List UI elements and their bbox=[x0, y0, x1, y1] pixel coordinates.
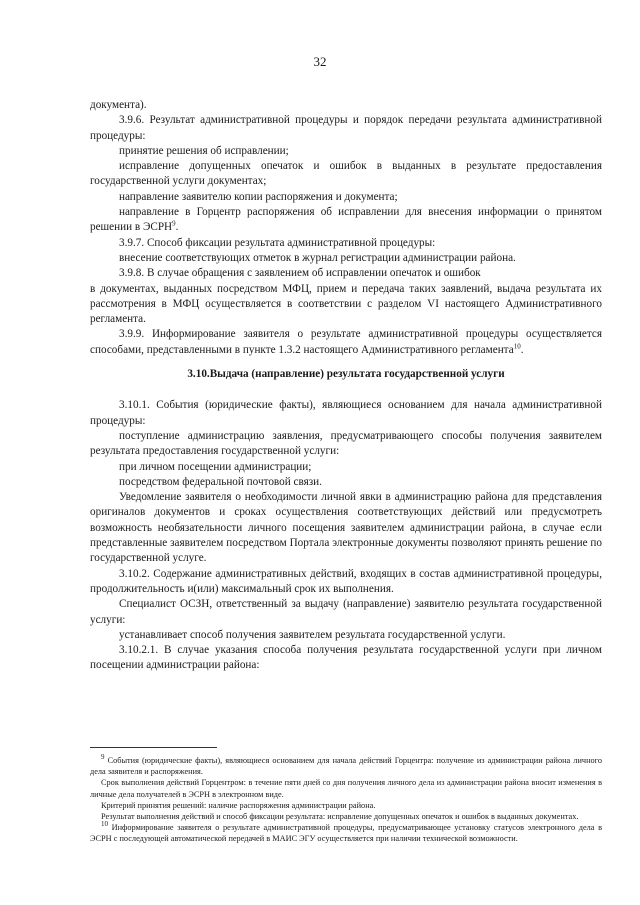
document-body bbox=[90, 98, 602, 674]
paragraph bbox=[90, 205, 602, 236]
paragraph: принятие решения об исправлении; bbox=[119, 144, 289, 157]
paragraph: в документах, выданных посредством МФЦ, прием и передача таких заявлений, выдача результата их рассмотрения в МФЦ осуществляется в соответствии с разделом VI настоящего Административного регламента. bbox=[90, 282, 602, 326]
paragraph bbox=[90, 327, 602, 358]
paragraph: устанавливает способ получения заявителем результата государственной услуги. bbox=[119, 628, 506, 641]
footnote bbox=[90, 822, 602, 844]
paragraph-text: 3.9.9. Информирование заявителя о результате административной процедуры осуществляется способами, представленными в пункте 1.3.2 настоящего Административного регламента bbox=[90, 328, 602, 356]
footnote: Критерий принятия решений: наличие распоряжения администрации района. bbox=[101, 800, 376, 810]
paragraph: документа). bbox=[90, 99, 147, 111]
section-heading: 3.10.Выдача (направление) результата государственной услуги bbox=[187, 368, 505, 381]
footnote-mark: 9 bbox=[101, 753, 105, 762]
paragraph: поступление администрацию заявления, предусматривающего способы получения заявителем результата предоставления государственной услуги: bbox=[90, 429, 602, 458]
footnote: Результат выполнения действий и способ фиксации результата: исправление допущенных опечаток и ошибок в выданных документах. bbox=[101, 812, 579, 822]
paragraph: 3.10.1. События (юридические факты), являющиеся основанием для начала административной процедуры: bbox=[90, 399, 602, 427]
paragraph: 3.9.7. Способ фиксации результата административной процедуры: bbox=[119, 236, 436, 249]
footnote: Срок выполнения действий Горцентром: в течение пяти дней со дня получения личного дела из администрации района вносит изменения в личные дела получателей в ЭСРН в электронном виде. bbox=[90, 778, 602, 799]
paragraph: Специалист ОСЗН, ответственный за выдачу (направление) заявителю результата государственной услуги: bbox=[90, 598, 602, 626]
footnote-text: Информирование заявителя о результате административной процедуры, предусматривающее установку статусов электронного дела в ЭСРН с последующей автоматической передачей в МАИС ЭГУ осуществляется при наличии технической возможности. bbox=[90, 823, 602, 844]
paragraph: 3.9.8. В случае обращения с заявлением об исправлении опечаток и ошибок bbox=[119, 267, 481, 280]
footnote-ref: 9 bbox=[172, 219, 176, 228]
paragraph: направление заявителю копии распоряжения и документа; bbox=[119, 190, 398, 203]
footnote-divider bbox=[90, 747, 217, 748]
footnotes bbox=[90, 755, 602, 845]
page-number: 32 bbox=[313, 54, 327, 69]
paragraph: 3.10.2. Содержание административных действий, входящих в состав административной процедуры, продолжительность и(или) максимальный срок их выполнения. bbox=[90, 567, 602, 595]
paragraph-end: . bbox=[175, 221, 179, 234]
paragraph: 3.9.6. Результат административной процедуры и порядок передачи результата административной процедуры: bbox=[90, 114, 602, 142]
footnote-text: События (юридические факты), являющиеся основанием для начала действий Горцентра: получение из администрации района личного дела заявителя и распоряжения. bbox=[90, 756, 602, 777]
paragraph-end: . bbox=[520, 343, 524, 356]
paragraph: исправление допущенных опечаток и ошибок в выданных в результате предоставления государственной услуги документах; bbox=[90, 160, 602, 188]
paragraph: посредством федеральной почтовой связи. bbox=[119, 475, 322, 488]
footnote-ref: 10 bbox=[513, 342, 521, 351]
paragraph: 3.10.2.1. В случае указания способа получения результата государственной услуги при личном посещении администрации района: bbox=[90, 644, 602, 672]
paragraph: внесение соответствующих отметок в журнал регистрации администрации района. bbox=[119, 251, 516, 264]
paragraph: Уведомление заявителя о необходимости личной явки в администрацию района для представления оригиналов документов и сроках осуществления соответствующих действий или предусмотреть возможность необязательности личного посещения заявителем администрации района, в случае если представленные заявителем посредством Портала электронные документы позволяют принять решение по государственной услуге. bbox=[90, 491, 602, 565]
footnote bbox=[90, 755, 602, 777]
paragraph-text: направление в Горцентр распоряжения об исправлении для внесения информации о принятом решении в ЭСРН bbox=[90, 206, 602, 234]
paragraph: при личном посещении администрации; bbox=[119, 460, 312, 473]
footnote-mark: 10 bbox=[101, 820, 108, 829]
